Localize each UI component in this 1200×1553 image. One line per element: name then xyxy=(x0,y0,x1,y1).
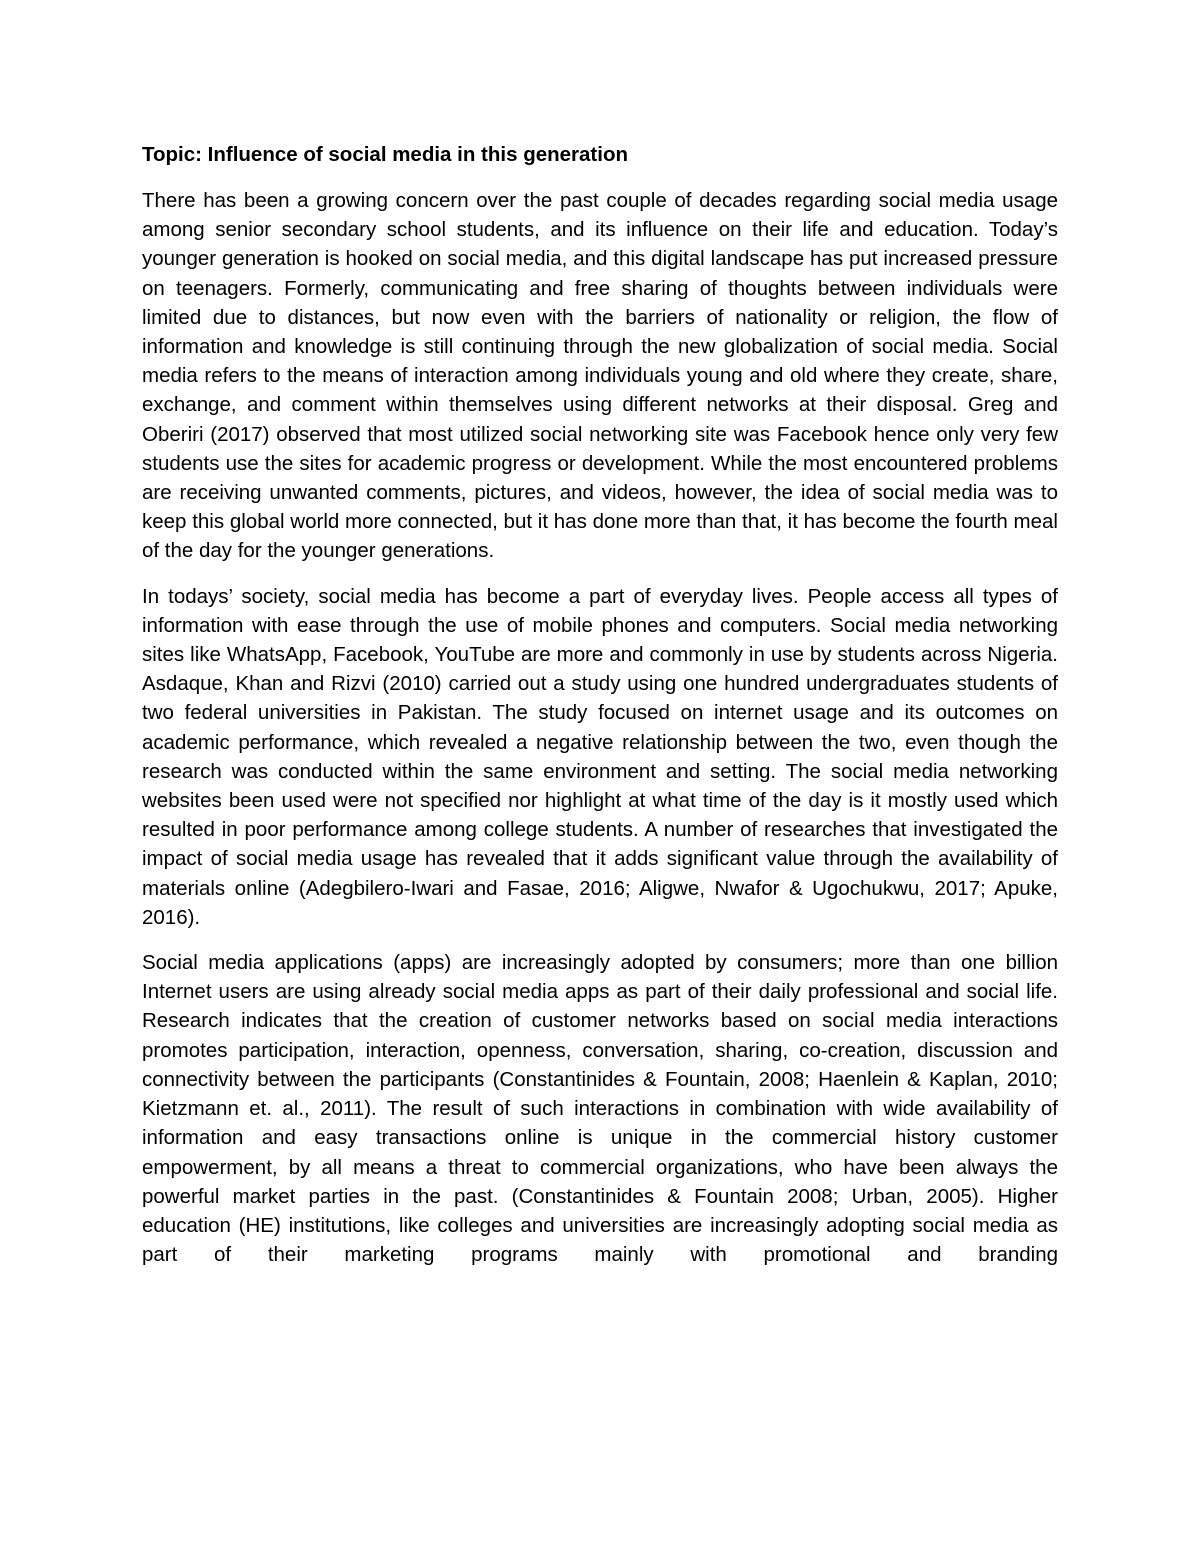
topic-heading: Topic: Influence of social media in this generation xyxy=(142,143,628,166)
document-page xyxy=(142,140,1058,1269)
paragraph-3: Social media applications (apps) are increasingly adopted by consumers; more than one billion Internet users are using already social media apps as part of their daily professional and social life. Research indicates that the creation of customer networks based on social media interactions promotes participation, interaction, openness, conversation, sharing, co-creation, discussion and connectivity between the participants (Constantinides & Fountain, 2008; Haenlein & Kaplan, 2010; Kietzmann et. al., 2011). The result of such interactions in combination with wide availability of information and easy transactions online is unique in the commercial history customer empowerment, by all means a threat to commercial organizations, who have been always the powerful market parties in the past. (Constantinides & Fountain 2008; Urban, 2005). Higher education (HE) institutions, like colleges and universities are increasingly adopting social media as part of their marketing programs mainly with promotional and branding xyxy=(142,951,1058,1267)
paragraph-2: In todays’ society, social media has become a part of everyday lives. People access all types of information with ease through the use of mobile phones and computers. Social media networking sites like WhatsApp, Facebook, YouTube are more and commonly in use by students across Nigeria. Asdaque, Khan and Rizvi (2010) carried out a study using one hundred undergraduates students of two federal universities in Pakistan. The study focused on internet usage and its outcomes on academic performance, which revealed a negative relationship between the two, even though the research was conducted within the same environment and setting. The social media networking websites been used were not specified nor highlight at what time of the day is it mostly used which resulted in poor performance among college students. A number of researches that investigated the impact of social media usage has revealed that it adds significant value through the availability of materials online (Adegbilero-Iwari and Fasae, 2016; Aligwe, Nwafor & Ugochukwu, 2017; Apuke, 2016). xyxy=(142,584,1058,929)
paragraph-1: There has been a growing concern over the past couple of decades regarding social media usage among senior secondary school students, and its influence on their life and education. Today’s younger generation is hooked on social media, and this digital landscape has put increased pressure on teenagers. Formerly, communicating and free sharing of thoughts between individuals were limited due to distances, but now even with the barriers of nationality or religion, the flow of information and knowledge is still continuing through the new globalization of social media. Social media refers to the means of interaction among individuals young and old where they create, share, exchange, and comment within themselves using different networks at their disposal. Greg and Oberiri (2017) observed that most utilized social networking site was Facebook hence only very few students use the sites for academic progress or development. While the most encountered problems are receiving unwanted comments, pictures, and videos, however, the idea of social media was to keep this global world more connected, but it has done more than that, it has become the fourth meal of the day for the younger generations. xyxy=(142,189,1058,563)
